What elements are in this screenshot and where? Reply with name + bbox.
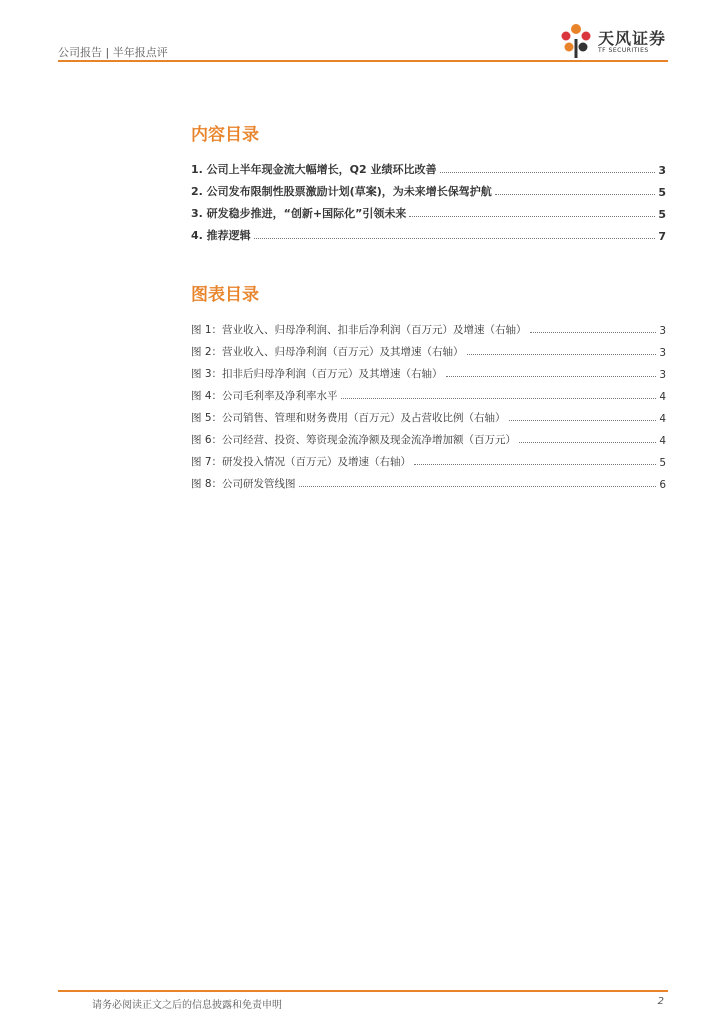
toc-leader xyxy=(341,398,657,399)
toc-entry[interactable] xyxy=(191,177,666,199)
logo-chinese-text: 天风证券 xyxy=(598,29,667,48)
footer-divider xyxy=(58,990,668,992)
toc-entry-label: 3. 研发稳步推进，“创新+国际化”引领未来 xyxy=(191,207,407,220)
page-number: 2 xyxy=(657,996,664,1007)
toc-entry-label: 1. 公司上半年现金流大幅增长，Q2 业绩环比改善 xyxy=(191,163,437,176)
toc-entry-page: 7 xyxy=(658,230,666,243)
figure-entry-label: 图 2：营业收入、归母净利润（百万元）及其增速（右轴） xyxy=(191,346,464,358)
toc-leader xyxy=(530,332,657,333)
figure-entry-page: 4 xyxy=(659,391,666,403)
toc-entry[interactable] xyxy=(191,199,666,221)
toc-entry-page: 3 xyxy=(658,164,666,177)
toc-leader xyxy=(467,354,657,355)
footer-disclaimer: 请务必阅读正文之后的信息披露和免责申明 xyxy=(92,1000,282,1011)
figure-entry-label: 图 8：公司研发管线图 xyxy=(191,478,296,490)
figure-entry-label: 图 1：营业收入、归母净利润、扣非后净利润（百万元）及增速（右轴） xyxy=(191,324,527,336)
toc-entry[interactable] xyxy=(191,155,666,177)
figure-entry-page: 6 xyxy=(659,479,666,491)
figure-entry-label: 图 6：公司经营、投资、筹资现金流净额及现金流净增加额（百万元） xyxy=(191,434,517,446)
figure-toc xyxy=(191,280,666,491)
content-toc-title: 内容目录 xyxy=(191,125,259,145)
figure-entry[interactable] xyxy=(191,381,666,403)
content-toc xyxy=(191,120,666,243)
toc-entry-label: 4. 推荐逻辑 xyxy=(191,229,251,242)
toc-entry-page: 5 xyxy=(658,208,666,221)
company-logo xyxy=(558,22,668,62)
toc-entry-label: 2. 公司发布限制性股票激励计划(草案)，为未来增长保驾护航 xyxy=(191,185,492,198)
figure-entry-page: 3 xyxy=(659,347,666,359)
figure-entry-page: 4 xyxy=(659,435,666,447)
figure-entry-label: 图 7：研发投入情况（百万元）及增速（右轴） xyxy=(191,456,412,468)
figure-entry-page: 4 xyxy=(659,413,666,425)
toc-leader xyxy=(409,216,655,217)
toc-leader xyxy=(495,194,656,195)
figure-entry-page: 5 xyxy=(659,457,666,469)
figure-entry-label: 图 5：公司销售、管理和财务费用（百万元）及占营收比例（右轴） xyxy=(191,412,506,424)
figure-entry[interactable] xyxy=(191,425,666,447)
figure-entry-label: 图 3：扣非后归母净利润（百万元）及其增速（右轴） xyxy=(191,368,443,380)
toc-entry[interactable] xyxy=(191,221,666,243)
toc-leader xyxy=(446,376,657,377)
figure-entry-page: 3 xyxy=(659,325,666,337)
figure-entry-page: 3 xyxy=(659,369,666,381)
toc-leader xyxy=(254,238,656,239)
toc-leader xyxy=(509,420,657,421)
toc-entry-page: 5 xyxy=(658,186,666,199)
toc-leader xyxy=(299,486,657,487)
figure-entry[interactable] xyxy=(191,403,666,425)
header-divider xyxy=(58,60,668,62)
figure-entry-label: 图 4：公司毛利率及净利率水平 xyxy=(191,390,338,402)
figure-entry[interactable] xyxy=(191,469,666,491)
figure-toc-title: 图表目录 xyxy=(191,285,259,305)
toc-leader xyxy=(440,172,656,173)
flower-logo-icon xyxy=(558,22,594,60)
figure-entry[interactable] xyxy=(191,337,666,359)
toc-leader xyxy=(414,464,656,465)
toc-leader xyxy=(519,442,656,443)
figure-entry[interactable] xyxy=(191,447,666,469)
report-type-label: 公司报告 | 半年报点评 xyxy=(58,46,168,59)
logo-english-text: TF SECURITIES xyxy=(598,47,649,54)
figure-entry[interactable] xyxy=(191,315,666,337)
figure-entry[interactable] xyxy=(191,359,666,381)
